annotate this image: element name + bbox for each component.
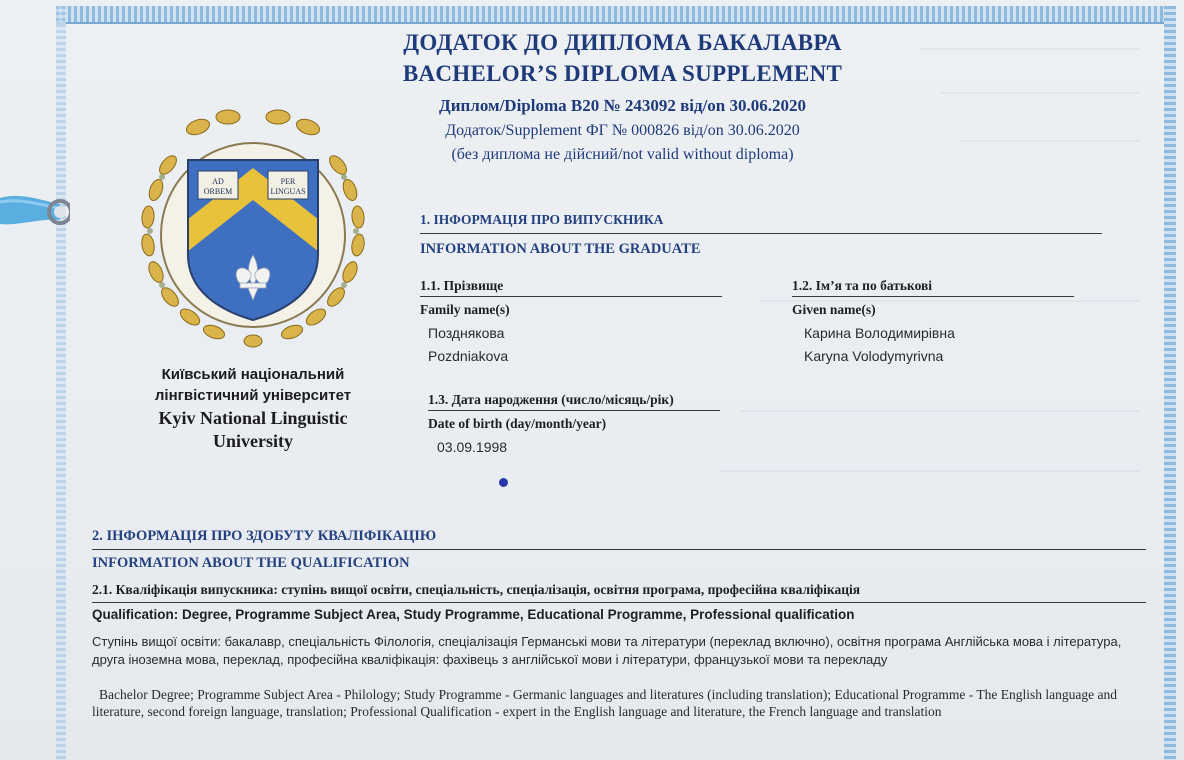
birth-date-divider bbox=[428, 410, 720, 411]
given-name-divider bbox=[792, 296, 1074, 297]
ornamental-border-right bbox=[1164, 6, 1176, 760]
document-title-uk: ДОДАТОК ДО ДИПЛОМА БАКАЛАВРА bbox=[403, 30, 842, 55]
birth-date-label-uk: 1.3. Дата народження (число/місяць/рік) bbox=[428, 392, 674, 407]
given-name-value-en: Karyna Volodymyrivna bbox=[804, 348, 944, 364]
university-name-uk-line1: Київський національний bbox=[161, 366, 345, 383]
section2-heading-uk: 2. ІНФОРМАЦІЯ ПРО ЗДОБУТУ КВАЛІФІКАЦІЮ bbox=[92, 528, 437, 544]
qualification-label-uk: 2.1. Кваліфікація випускника: ступінь вищої освіти, спеціальність, спеціалізація, освітня програма, професійна кваліфікація bbox=[92, 582, 861, 597]
section1-heading-uk: 1. ІНФОРМАЦІЯ ПРО ВИПУСКНИКА bbox=[420, 212, 664, 227]
section1-heading-en: INFORMATION ABOUT THE GRADUATE bbox=[420, 241, 701, 257]
university-name-uk-line2: лінгвістичний університет bbox=[154, 387, 352, 404]
motto-right-line1: PER bbox=[280, 177, 296, 186]
family-name-divider bbox=[420, 296, 722, 297]
qualification-text-en: Bachelor Degree; Programme Subject Area - Philology; Study Programme - Germanic languages and literatures (including translation); Educational Programme - The English language and literature, second foreign language, translation; Professional Qualification - expert in the English language and literature, the French language and translation bbox=[92, 687, 1117, 719]
show-through-line bbox=[740, 410, 1140, 412]
qualification-text-uk: Ступінь вищої освіти: бакалавр, спеціальність Філологія, спеціалізація Германські мови та літератури (переклад включно), освітня програма Англійська мова і література, друга іноземна мова, переклад, професійна кваліфікація: фахівець з англійської мови і літератури, французької мови та перекладу bbox=[92, 634, 1122, 667]
document-title-en: BACHELOR’S DIPLOMA SUPPLEMENT bbox=[402, 61, 843, 86]
motto-left-line1: AD bbox=[212, 177, 224, 186]
show-through-line bbox=[940, 92, 1140, 94]
binding-ribbon bbox=[0, 190, 70, 234]
birth-date-label-en: Date of birth (day/month/year) bbox=[428, 416, 607, 431]
university-name-en-line2: University bbox=[213, 431, 293, 451]
family-name-label-en: Family name(s) bbox=[420, 302, 510, 317]
diploma-number: Диплом/Diploma В20 № 243092 від/on 30.06.2020 bbox=[439, 96, 806, 115]
ornamental-border-top bbox=[56, 6, 1174, 24]
university-emblem bbox=[128, 105, 378, 355]
given-name-label-uk: 1.2. Ім’я та по батькові bbox=[792, 278, 933, 293]
section2-divider bbox=[92, 549, 1146, 550]
motto-left-line2: ORBEM bbox=[203, 187, 233, 196]
show-through-line bbox=[720, 470, 1140, 472]
ink-spot bbox=[499, 478, 508, 487]
family-name-value-uk: Позднякова bbox=[428, 325, 505, 341]
given-name-value-uk: Карина Володимирівна bbox=[804, 325, 955, 341]
birth-date-value: 03.09.1998 bbox=[437, 439, 508, 455]
qualification-divider bbox=[92, 602, 1146, 603]
supplement-number: Додаток/Supplement ФГ № 000826 від/on 30.06.2020 bbox=[445, 122, 800, 139]
given-name-label-en: Given name(s) bbox=[792, 302, 876, 317]
section2-heading-en: INFORMATION ABOUT THE QUALIFICATION bbox=[92, 555, 410, 571]
university-name-en-line1: Kyiv National Linguistic bbox=[158, 408, 348, 428]
university-name bbox=[128, 364, 378, 452]
family-name-value-en: Pozdniakova bbox=[428, 348, 509, 364]
qualification-label-en: Qualification: Degree, Programme Subject Area, Study Programme, Educational Programme, Professional qualification bbox=[92, 607, 855, 622]
show-through-line bbox=[960, 140, 1140, 142]
section1-divider bbox=[420, 233, 1102, 234]
ornamental-border-left bbox=[56, 6, 66, 760]
family-name-label-uk: 1.1. Прізвище bbox=[420, 278, 504, 293]
motto-right-line2: LINGUAS bbox=[270, 187, 306, 196]
validity-note: (без диплома не дійсний/not valid without diploma) bbox=[451, 146, 794, 163]
